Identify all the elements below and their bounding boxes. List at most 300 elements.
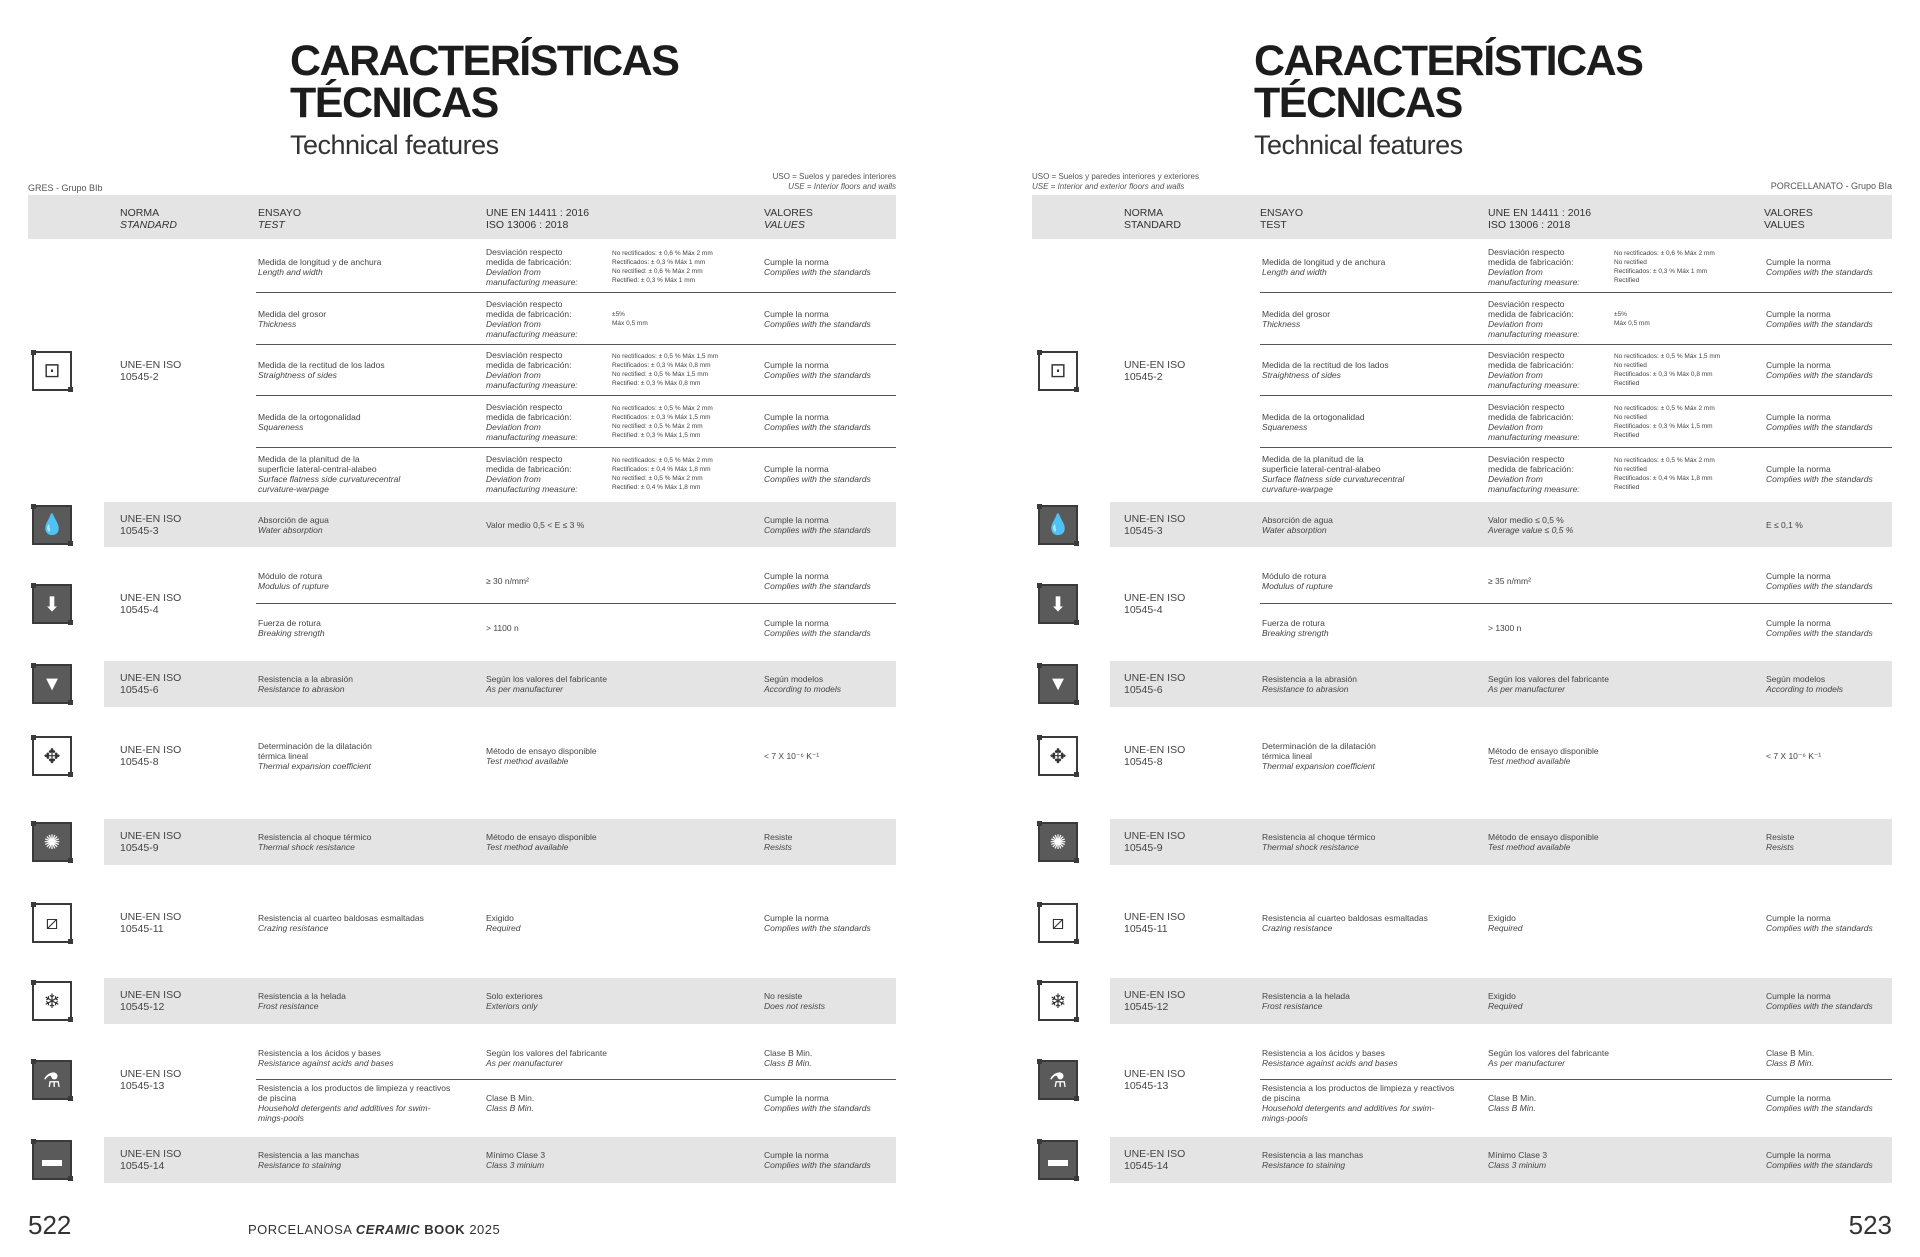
page-number: 522 [28,1210,72,1240]
feature-group [0,819,960,865]
water-drops-icon: 💧 [1038,505,1078,545]
value-cell [1766,571,1873,591]
value-cell-en: Complies with the standards [764,1160,871,1170]
test-cell-en: Resistance to staining [258,1160,342,1170]
table-row [1260,604,1892,650]
tolerance-cell: No rectificados: ± 0,6 % Máx 2 mm Rectificados: ± 0,3 % Máx 1 mm No rectified: ± 0,6 % Máx 2 mm Rectified: ± 0,3 % Máx 1 mm [612,249,713,284]
test-cell [1262,913,1428,933]
test-cell-en: Breaking strength [258,627,325,638]
value-cell [764,674,841,694]
footer [248,1222,500,1237]
value-cell-es: Cumple la norma [764,570,829,581]
requirement-cell-en: As per manufacturer [486,684,564,694]
header-test: ENSAYO TEST [1260,207,1303,231]
requirement-cell [486,674,607,694]
table-row [256,1035,896,1080]
test-cell-en: Thermal shock resistance [1262,842,1359,852]
header-values: VALORES VALUES [1764,207,1813,231]
standard-code: UNE-EN ISO 10545-6 [1124,672,1186,696]
value-cell [1766,751,1821,761]
requirement-cell-en: Required [1488,1001,1523,1011]
requirement-cell-en: Deviation from manufacturing measure: [1488,370,1580,391]
test-cell-en: Squareness [1262,422,1308,433]
requirement-cell-es: Mínimo Clase 3 [486,1150,546,1160]
test-cell [1262,618,1329,638]
requirement-cell-en: Deviation from manufacturing measure: [486,422,578,443]
value-cell-es: Cumple la norma [764,617,829,628]
table-row [1260,1035,1892,1080]
value-cell-en: According to models [1766,684,1844,694]
chemical-icon: ⚗ [1038,1060,1078,1100]
test-cell [1262,257,1385,277]
requirement-cell [1488,913,1523,933]
requirement-cell [486,520,584,530]
test-cell-en: Household detergents and additives for swim- mings-pools [1262,1102,1435,1123]
table-row [1260,1137,1892,1182]
value-cell-en: Complies with the standards [764,627,871,638]
table-row [256,557,896,604]
test-cell-es: Módulo de rotura [258,570,323,581]
requirement-cell [1488,299,1580,339]
value-cell [1766,1150,1873,1170]
value-cell-es: Cumple la norma [1766,991,1831,1001]
value-cell-en: Complies with the standards [764,318,871,329]
thermal-expansion-icon: ✥ [1038,736,1078,776]
header-values: VALORES VALUES [764,207,813,231]
value-cell [1766,309,1873,329]
test-cell-es: Determinación de la dilatación térmica lineal [1262,741,1376,761]
value-cell-en: Complies with the standards [764,524,871,535]
test-cell [1262,1048,1398,1068]
test-cell-en: Resistance to abrasion [1262,684,1349,694]
value-cell-en: Complies with the standards [1766,1001,1873,1011]
test-cell [258,571,329,591]
requirement-cell-es: > 1300 n [1488,622,1522,633]
test-cell [1262,741,1376,771]
value-cell-en: Complies with the standards [764,474,871,485]
requirement-cell-es: Clase B Min. [486,1092,535,1103]
requirement-cell [486,832,597,852]
value-cell [1766,257,1873,277]
header-test: ENSAYO TEST [258,207,301,231]
requirement-cell-es: > 1100 n [486,622,519,633]
staining-icon: ▬ [1038,1140,1078,1180]
footer-ceramic: CERAMIC [355,1222,421,1237]
footer-book: BOOK [424,1222,466,1237]
use-note-en: USE = Interior floors and walls [788,182,896,191]
requirement-cell [486,454,578,494]
requirement-cell [1488,991,1523,1011]
requirement-cell-es: Exigido [486,913,514,923]
requirement-cell-es: Desviación respecto medida de fabricación: [486,246,572,267]
standard-code: UNE-EN ISO 10545-9 [1124,830,1186,854]
requirement-cell-en: Deviation from manufacturing measure: [486,318,578,339]
test-cell-en: Thermal shock resistance [258,842,355,852]
requirement-cell-en: Deviation from manufacturing measure: [1488,422,1580,443]
value-cell-en: Complies with the standards [1766,474,1873,485]
use-note-es: USO = Suelos y paredes interiores y exteriores [1032,172,1199,181]
table-header [28,195,896,239]
standard-code: UNE-EN ISO 10545-4 [1124,592,1186,616]
test-cell-es: Medida de longitud y de anchura [258,256,382,267]
dimensions-icon: ⊡ [32,351,72,391]
use-note-es: USO = Suelos y paredes interiores [772,172,896,181]
requirement-cell-en: Exteriors only [486,1001,538,1011]
requirement-cell-es: Exigido [1488,991,1516,1001]
feature-group [960,978,1920,1024]
value-cell-es: Cumple la norma [1766,1092,1831,1103]
test-cell-es: Medida de la ortogonalidad [1262,412,1365,423]
requirement-cell [1488,746,1599,766]
feature-group [0,1035,960,1125]
value-cell-es: Clase B Min. [1766,1047,1815,1058]
requirement-cell [486,1093,534,1113]
test-cell-es: Resistencia al choque térmico [1262,832,1376,842]
standard-code: UNE-EN ISO 10545-12 [120,989,182,1013]
requirement-cell-es: Desviación respecto medida de fabricación: [1488,246,1574,267]
value-cell-es: Cumple la norma [1766,464,1831,475]
requirement-cell-es: Método de ensayo disponible [486,746,597,756]
requirement-cell-en: As per manufacturer [486,1057,564,1068]
standard-code: UNE-EN ISO 10545-14 [120,1148,182,1172]
frost-icon: ❄ [32,981,72,1021]
requirement-cell-en: Average value ≤ 0,5 % [1488,524,1574,535]
requirement-cell-en: Class 3 minium [486,1160,545,1170]
standard-code: UNE-EN ISO 10545-14 [1124,1148,1186,1172]
frost-icon: ❄ [1038,981,1078,1021]
test-cell [258,674,353,694]
test-cell-en: Resistance to abrasion [258,684,345,694]
value-cell-es: E ≤ 0,1 % [1766,519,1803,530]
requirement-cell-es: ≥ 30 n/mm² [486,575,529,586]
tolerance-cell: No rectificados: ± 0,5 % Máx 1,5 mm Rectificados: ± 0,3 % Máx 0,8 mm No rectified: ± 0,5 % Máx 1,5 mm Rectified: ± 0,3 % Máx 0,8 mm [612,353,719,388]
test-cell-es: Determinación de la dilatación térmica lineal [258,741,372,761]
test-cell-en: Water absorption [1262,524,1327,535]
requirement-cell [486,576,529,586]
test-cell-es: Medida de la planitud de la superficie lateral-central-alabeo [258,454,377,475]
requirement-cell [1488,1093,1536,1113]
value-cell-es: Cumple la norma [764,308,829,319]
value-cell [1766,360,1873,380]
value-cell-es: Resiste [1766,832,1795,842]
test-cell-en: Straightness of sides [1262,370,1341,381]
requirement-cell [1488,832,1599,852]
feature-group [0,978,960,1024]
value-cell-en: Resists [1766,842,1794,852]
header-une: UNE EN 14411 : 2016 ISO 13006 : 2018 [1488,207,1592,231]
value-cell-es: Cumple la norma [764,464,829,475]
use-note [740,172,896,192]
test-cell-es: Resistencia al cuarteo baldosas esmaltadas [1262,913,1428,923]
table-row [256,604,896,650]
requirement-cell [1488,350,1580,390]
page-title: CARACTERÍSTICAS TÉCNICAS [1254,37,1643,127]
test-cell [258,1150,359,1170]
requirement-cell-es: Solo exteriores [486,991,543,1001]
requirement-cell [486,991,543,1011]
standard-code: UNE-EN ISO 10545-2 [1124,358,1186,383]
value-cell-es: Clase B Min. [764,1047,813,1058]
requirement-cell-es: Desviación respecto medida de fabricación: [486,350,572,371]
requirement-cell-es: ≥ 35 n/mm² [1488,575,1531,586]
requirement-cell-en: Deviation from manufacturing measure: [1488,318,1580,339]
requirement-cell [486,299,578,339]
table-row [256,241,896,293]
requirement-cell [486,350,578,390]
test-cell-en: Resistance against acids and bases [1262,1057,1398,1068]
value-cell [764,618,871,638]
tolerance-cell: ±5% Máx 0,5 mm [612,310,648,327]
test-cell-es: Resistencia a la abrasión [258,674,353,684]
requirement-cell-es: Según los valores del fabricante [486,1047,607,1058]
value-cell [1766,991,1873,1011]
test-cell [258,515,329,535]
value-cell-es: Cumple la norma [764,1150,829,1160]
requirement-cell-en: As per manufacturer [1488,684,1566,694]
value-cell-en: Complies with the standards [1766,1102,1873,1113]
value-cell-en: Complies with the standards [1766,923,1873,933]
value-cell-es: Cumple la norma [1766,1150,1831,1160]
value-cell [1766,520,1803,530]
requirement-cell-es: Según los valores del fabricante [486,674,607,684]
value-cell [1766,674,1843,694]
standard-code: UNE-EN ISO 10545-9 [120,830,182,854]
requirement-cell-es: Según los valores del fabricante [1488,1047,1609,1058]
test-cell-es: Medida de la rectitud de los lados [1262,360,1389,371]
requirement-cell-en: Deviation from manufacturing measure: [486,266,578,287]
load-arrow-icon: ⬇ [32,584,72,624]
product-category: PORCELLANATO - Grupo BIa [1770,181,1892,191]
standard-code: UNE-EN ISO 10545-11 [120,911,182,935]
test-cell [258,360,385,380]
test-cell-en: Length and width [1262,266,1327,277]
value-cell-en: Complies with the standards [1766,370,1873,381]
table-row [1260,502,1892,546]
requirement-cell-es: Desviación respecto medida de fabricación: [486,298,572,319]
value-cell-en: Complies with the standards [764,370,871,381]
crazing-icon: ⧄ [1038,903,1078,943]
feature-group [960,1035,1920,1125]
feature-group [0,893,960,953]
value-cell [764,571,871,591]
value-cell-es: Resiste [764,832,793,842]
test-cell-en: Thermal expansion coefficient [258,761,371,771]
tolerance-cell: No rectificados: ± 0,6 % Máx 2 mm No rectified Rectificados: ± 0,3 % Máx 1 mm Rectified [1614,249,1715,284]
value-cell [764,832,792,852]
test-cell-en: Breaking strength [1262,627,1329,638]
tolerance-cell: No rectificados: ± 0,5 % Máx 1,5 mm No rectified Rectificados: ± 0,3 % Máx 0,8 mm Rectified [1614,353,1721,388]
test-cell-es: Medida del grosor [258,308,327,319]
test-cell [258,454,400,494]
value-cell-en: Complies with the standards [764,422,871,433]
value-cell [764,309,871,329]
requirement-cell [486,1048,607,1068]
value-cell [764,1048,812,1068]
value-cell [764,991,825,1011]
feature-group [960,502,1920,547]
test-cell-en: Straightness of sides [258,370,337,381]
requirement-cell [1488,454,1580,494]
value-cell-es: Cumple la norma [764,360,829,371]
test-cell-en: Thickness [1262,318,1301,329]
test-cell [1262,571,1333,591]
header-une: UNE EN 14411 : 2016 ISO 13006 : 2018 [486,207,590,231]
value-cell-es: Cumple la norma [764,1092,829,1103]
table-row [256,1080,896,1124]
requirement-cell-es: Valor medio 0,5 < E ≤ 3 % [486,519,585,530]
test-cell-es: Resistencia a los ácidos y bases [258,1047,381,1058]
table-row [256,502,896,546]
product-category: GRES - Grupo BIb [28,183,103,193]
thermal-expansion-icon: ✥ [32,736,72,776]
value-cell-en: Resists [764,842,792,852]
value-cell [1766,913,1873,933]
table-row [256,661,896,706]
value-cell-en: Complies with the standards [764,1102,871,1113]
page-number: 523 [1848,1210,1892,1240]
test-cell [258,1083,450,1123]
requirement-cell [1488,576,1531,586]
requirement-cell-es: Desviación respecto medida de fabricación: [1488,402,1574,423]
value-cell-en: Complies with the standards [1766,1160,1873,1170]
feature-group [960,557,1920,651]
tolerance-cell: No rectificados: ± 0,5 % Máx 2 mm No rectified Rectificados: ± 0,3 % Máx 1,5 mm Rectified [1614,405,1715,440]
test-cell-en: Frost resistance [1262,1001,1323,1011]
value-cell-es: No resiste [764,991,803,1001]
value-cell [1766,412,1873,432]
standard-code: UNE-EN ISO 10545-8 [1124,744,1186,768]
table-row [1260,557,1892,604]
standard-code: UNE-EN ISO 10545-12 [1124,989,1186,1013]
value-cell-en: Complies with the standards [764,923,871,933]
requirement-cell-en: As per manufacturer [1488,1057,1566,1068]
table-row [256,293,896,345]
value-cell-es: Cumple la norma [764,514,829,525]
test-cell-en: Thermal expansion coefficient [1262,761,1375,771]
value-cell-en: Class B Min. [1766,1057,1814,1068]
table-row [1260,978,1892,1023]
requirement-cell [1488,623,1521,633]
table-row [256,721,896,790]
crazing-icon: ⧄ [32,903,72,943]
value-cell [764,1150,871,1170]
test-cell [258,412,361,432]
tolerance-cell: ±5% Máx 0,5 mm [1614,310,1650,327]
requirement-cell [1488,1150,1547,1170]
dimensions-icon: ⊡ [1038,351,1078,391]
feature-group [960,1137,1920,1183]
page-title: CARACTERÍSTICAS TÉCNICAS [290,37,679,127]
requirement-cell-es: Valor medio ≤ 0,5 % [1488,514,1564,525]
value-cell-es: Cumple la norma [1766,308,1831,319]
test-cell [258,257,381,277]
test-cell-en: Modulus of rupture [1262,580,1333,591]
value-cell-en: Complies with the standards [1766,266,1873,277]
test-cell-es: Resistencia al choque térmico [258,832,372,842]
value-cell-es: < 7 X 10⁻⁶ K⁻¹ [764,751,820,761]
requirement-cell-en: Class B Min. [1488,1102,1536,1113]
load-arrow-icon: ⬇ [1038,584,1078,624]
table-row [256,978,896,1023]
requirement-cell [486,623,519,633]
test-cell-en: Crazing resistance [1262,923,1333,933]
standard-code: UNE-EN ISO 10545-2 [120,358,182,383]
feature-group [0,1137,960,1183]
value-cell-en: Class B Min. [764,1057,812,1068]
table-row [1260,1080,1892,1124]
test-cell-en: Squareness [258,422,304,433]
requirement-cell [486,1150,545,1170]
standard-code: UNE-EN ISO 10545-13 [1124,1068,1186,1092]
thermal-shock-icon: ✺ [32,822,72,862]
requirement-cell-en: Required [1488,923,1523,933]
requirement-cell-en: Required [486,923,521,933]
test-cell [1262,1083,1454,1123]
requirement-cell-en: Class B Min. [486,1102,534,1113]
value-cell [1766,832,1794,852]
table-row [1260,241,1892,293]
standard-code: UNE-EN ISO 10545-4 [120,592,182,616]
requirement-cell [1488,247,1580,287]
value-cell-en: Complies with the standards [1766,627,1873,638]
table-row [1260,448,1892,499]
table-row [256,448,896,499]
value-cell [1766,1093,1873,1113]
table-row [1260,819,1892,864]
feature-group [960,819,1920,865]
test-cell [1262,360,1389,380]
test-cell [258,991,346,1011]
value-cell-en: Complies with the standards [764,266,871,277]
value-cell [764,913,871,933]
feature-group [0,557,960,651]
requirement-cell-es: Mínimo Clase 3 [1488,1150,1548,1160]
value-cell-en: According to models [764,684,842,694]
right-page [960,0,1920,1257]
water-drops-icon: 💧 [32,505,72,545]
test-cell-en: Frost resistance [258,1001,319,1011]
requirement-cell-en: Deviation from manufacturing measure: [1488,474,1580,495]
value-cell-en: Complies with the standards [1766,318,1873,329]
standard-code: UNE-EN ISO 10545-6 [120,672,182,696]
test-cell-es: Fuerza de rotura [258,617,321,628]
test-cell [1262,454,1404,494]
chemical-icon: ⚗ [32,1060,72,1100]
table-row [1260,345,1892,397]
test-cell [258,832,371,852]
value-cell-en: Complies with the standards [1766,422,1873,433]
test-cell-es: Absorción de agua [1262,514,1333,525]
standard-code: UNE-EN ISO 10545-11 [1124,911,1186,935]
table-row [256,345,896,397]
requirement-cell-es: Según los valores del fabricante [1488,674,1609,684]
value-cell [764,464,871,484]
page-subtitle: Technical features [1254,130,1463,160]
test-cell-es: Resistencia a las manchas [258,1150,360,1160]
test-cell [258,741,372,771]
value-cell [764,751,819,761]
value-cell [764,360,871,380]
requirement-cell-es: Método de ensayo disponible [486,832,597,842]
value-cell-es: < 7 X 10⁻⁶ K⁻¹ [1766,751,1822,761]
test-cell-es: Resistencia a los productos de limpieza y reactivos de piscina [258,1082,451,1103]
requirement-cell-es: Método de ensayo disponible [1488,746,1599,756]
requirement-cell [486,746,597,766]
table-header [1032,195,1892,239]
test-cell-en: Resistance against acids and bases [258,1057,394,1068]
requirement-cell [1488,402,1580,442]
requirement-cell-es: Exigido [1488,913,1516,923]
